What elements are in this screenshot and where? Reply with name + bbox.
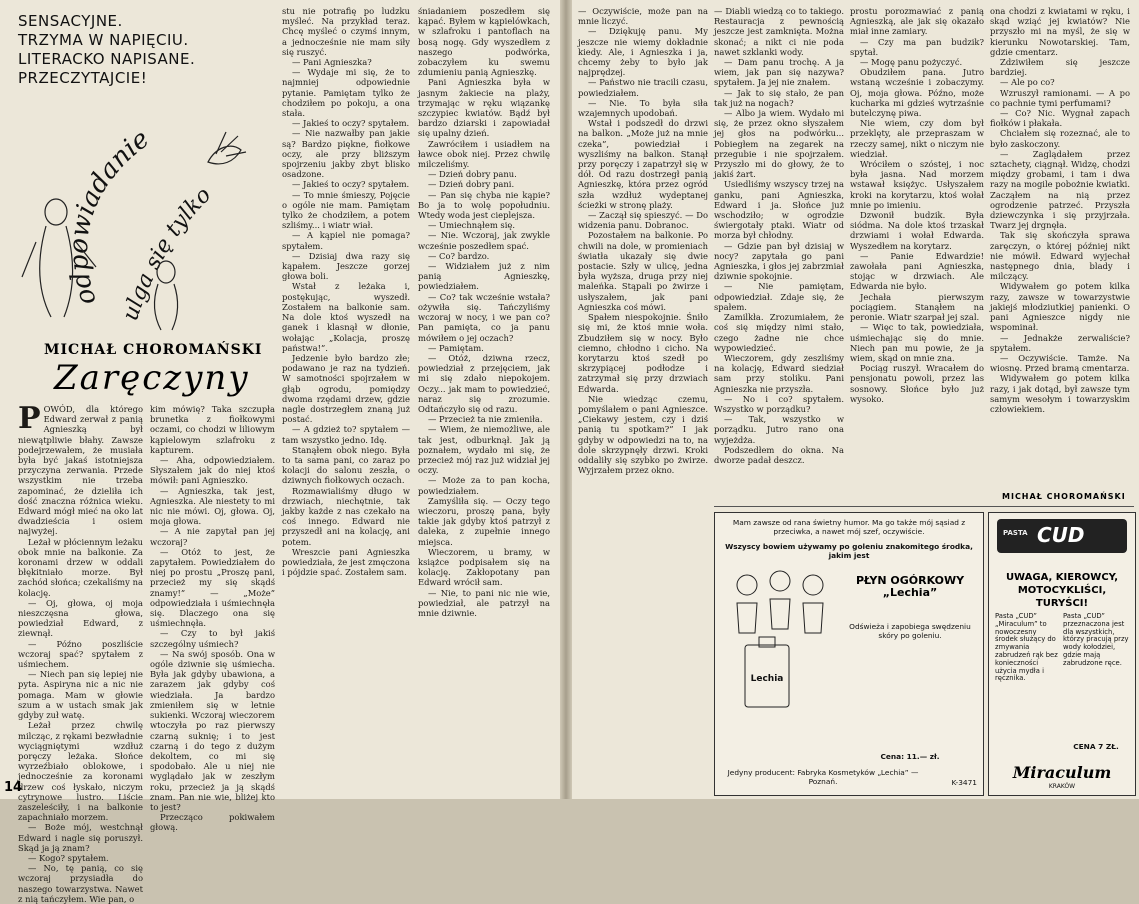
paragraph: Podszedłem do okna. Na dworze padał deszcz.	[714, 444, 844, 465]
paragraph: — Może za to pan kocha, powiedziałem.	[418, 475, 550, 496]
ad-header: Mam zawsze od rana świetny humor. Ma go także mój sąsiad z przeciwka, a nawet mój szef, oczywiście.	[732, 518, 966, 536]
illustration	[16, 92, 256, 332]
paragraph: Leżał przez chwilę milcząc, z rękami bezwładnie wyciągniętymi wzdłuż poręczy leżaka. Słońce wyrzeźbiało oblokowe, i jednocześnie za koronami drzew coś łyskało, niczym cytrynowe lustro. Liście zaszeleściły, i na balkonie zapachniało morzem.	[18, 720, 143, 823]
paragraph: — Niech pan się lepiej nie pyta. Aspiryna nic a nic nie pomaga. Mam w głowie szum a w ustach smak jak gdyby zuł watę.	[18, 669, 143, 721]
page-gutter	[560, 0, 572, 799]
text-column-1	[18, 401, 143, 904]
paragraph: — Diabli wiedzą co to takiego. Restauracja z pewnością jeszcze jest zamknięta. Można skonać; a nikt ci nie poda nawet szklanki wody.	[714, 6, 844, 57]
paragraph: — Jak to się stało, że pan tak już na nogach?	[714, 87, 844, 108]
paragraph: — Aha, odpowiedziałem. Słyszałem jak do niej ktoś mówił: pani Agnieszko.	[150, 455, 275, 486]
paragraph: — Ale po co?	[1000, 77, 1055, 88]
svg-text:ulga się tylko: ulga się tylko	[118, 182, 217, 324]
paragraph: — Oczywiście, może pan na mnie liczyć.	[578, 6, 708, 27]
cud-body-2: Pasta „CUD” przeznaczona jest dla wszystkich, którzy pracują przy wody kołodziei, gdzie mają zabrudzone ręce.	[1063, 612, 1129, 667]
story-title: Zaręczyny	[54, 358, 250, 398]
drop-cap: P	[18, 401, 41, 436]
paragraph: — Przecież ta nie zmieniła.	[428, 414, 543, 425]
paragraph: — Czy to był jakiś szczególny uśmiech?	[150, 628, 275, 649]
paragraph: — Otóż to jest, że zapytałem. Powiedziałem do niej po prostu „Proszę pani, przecież my się skądś znamy!” — „Może” odpowiedziała i uśmiechnęła się. Dlaczego ona się uśmiechnęła.	[150, 546, 275, 629]
paragraph: — A nie zapytał pan jej wczoraj?	[150, 526, 275, 547]
paragraph: śniadaniem poszedłem się kąpać. Byłem w kąpielówkach, w szlafroku i pantoflach na bosą nogę. Gdy wyszedłem z naszego podwórka, zobaczyłem ku swemu zdumieniu panią Agnieszkę.	[418, 6, 550, 78]
text-column-4	[418, 6, 550, 794]
paragraph: — Nie, to pani nic nie wie, powiedział, ale patrzył na mnie dziwnie.	[418, 587, 550, 618]
paragraph: — Gdzie pan był dzisiaj w nocy? zapytała go pani Agnieszka, i głos jej zabrzmiał dziwnie spokojnie.	[714, 240, 844, 282]
paragraph: prostu porozmawiać z panią Agnieszką, ale jak się okazało miał inne zamiary.	[850, 6, 984, 37]
cud-maker-logo: Miraculum	[1012, 763, 1112, 782]
paragraph: Pani Agnieszka była w jasnym żakiecie na plaży, trzymając w ręku wiązankę szczypiec kwiatów. Bądź był bardzo dziarski i zapowiadał się upalny dzień.	[418, 77, 550, 139]
svg-text:odpowiadanie: odpowiadanie	[63, 123, 156, 309]
paragraph: Usiedliśmy wszyscy trzej na ganku, pani Agnieszka, Edward i ja. Słońce już wschodziło; w ogrodzie świergotały ptaki. Wiatr od morza był chłodny.	[714, 179, 844, 241]
paragraph: Zawróciłem i usiadłem na ławce obok niej. Przez chwilę milczeliśmy.	[418, 138, 550, 170]
paragraph: — Zaczął się spieszyć. — Do widzenia panu. Dobranoc.	[578, 210, 708, 231]
paragraph: Nie wiem, czy dom był przeklęty, ale przepraszam w rzeczy samej, nikt o niczym nie wiedział.	[850, 118, 984, 159]
paragraph: — Nie. To była siła wzajemnych upodobań.	[578, 97, 708, 119]
paragraph	[18, 401, 143, 537]
paragraph: — Tak, wszystko w porządku. Jutro rano ona wyjeżdża.	[714, 414, 844, 445]
paragraph: — Czy ma pan budzik? spytał.	[850, 36, 984, 57]
cud-label: PASTA	[1003, 529, 1028, 537]
author-name: MICHAŁ CHOROMAŃSKI	[44, 342, 263, 358]
paragraph: Leżał w płóciennym leżaku obok mnie na balkonie. Za koronami drzew w oddali błękitniało morze. Był zachód słońca; czekaliśmy na kolację.	[18, 536, 143, 598]
paragraph: — Pan się chyba nie kąpie? Bo ja to wolę popołudniu. Wtedy woda jest cieplejsza.	[418, 189, 550, 221]
paragraph: Wreszcie pani Agnieszka powiedziała, że jest zmęczona i pójdzie spać. Zostałem sam.	[282, 546, 410, 578]
paragraph: Tak się skończyła sprawa zaręczyn, o której później nikt nie mówił. Edward wyjechał następnego dnia, blady i milczący.	[990, 230, 1130, 282]
paragraph: Dzwonił budzik. Była siódma. Na dole ktoś trzaskał drzwiami i wołał Edwarda. Wyszedłem na korytarz.	[850, 210, 984, 251]
paragraph: — Nie pamiętam, odpowiedział. Zdaje się, że spałem.	[714, 281, 844, 312]
paragraph: — Więc to tak, powiedziała, uśmiechając się do mnie. Niech pan mu powie, że ja wiem, skąd on mnie zna.	[850, 322, 984, 363]
paragraph: Wstał z leżaka i, postękując, wyszedł. Zostałem na balkonie sam. Na dole ktoś wyszedł na ganek i klasnął w dłonie, wołając „Kolacja, proszę państwa!”.	[282, 281, 410, 353]
paragraph: — Na swój sposób. Ona w ogóle dziwnie się uśmiecha. Była jak gdyby ubawiona, a zarazem jak gdyby coś wiedziała. Ja bardzo zmieniłem się w letnie sukienki. Wczoraj wieczorem wtoczyła po raz pierwszy czarną suknię; i to jest czarną i do tego z dużym dekoltem, co mi się spodobało. Ale u niej nie wyglądało jak w zeszłym roku, przecież ja ją skądś znam. Pan nie wie, bliżej kto to jest?	[150, 648, 275, 812]
text-column-2	[150, 404, 275, 833]
paragraph: kim mówię? Taka szczupła brunetka z fiołkowymi oczami, co chodzi w liliowym kąpielowym szlafroku z kapturem.	[150, 404, 275, 455]
paragraph: Zdziwiłem się jeszcze bardziej.	[990, 57, 1130, 78]
paragraph: — A gdzież to? spytałem — tam wszystko jedno. Idę.	[282, 424, 410, 445]
cud-tube	[997, 519, 1127, 553]
headline-line: TRZYMA W NAPIĘCIU.	[18, 31, 189, 49]
paragraph: — Państwo nie tracili czasu, powiedziałem.	[578, 77, 708, 98]
paragraph: — Co? tak wcześnie wstała? ożywiła się. Tańczyliśmy wczoraj w nocy, i we pan co? Pan pamięta, co ja panu mówiłem o jej oczach?	[418, 291, 550, 343]
paragraph: — Panie Edwardzie! zawołała pani Agnieszka, stojąc w drzwiach. Ale Edwarda nie było.	[850, 250, 984, 292]
paragraph: Przecząco pokiwałem głową.	[150, 812, 275, 833]
paragraph: — Jakieś to oczy? spytałem.	[292, 179, 410, 190]
cud-price: CENA 7 ZŁ.	[1073, 742, 1119, 751]
paragraph: Wieczorem, gdy zeszliśmy na kolację, Edward siedział sam przy stoliku. Pani Agnieszka nie przyszła.	[714, 352, 844, 394]
paragraph: — Dziękuję panu. My jeszcze nie wiemy dokładnie kiedy. Ale, i Agnieszka i ja, chcemy żeby to było jak najprędzej.	[578, 26, 708, 78]
paragraph-text: OWÓD, dla którego Edward zerwał z panią Agnieszką był niewątpliwie błahy. Zawsze podejrzewałem, że musiała była być jakaś istotniejsza przyczyna zerwania. Przede wszystkim nie trzeba zapominać, że dzieliła ich dość znaczna różnica wieku. Edward mógł mieć na oko lat dwadzieścia i osiem najwyżej.	[18, 404, 143, 537]
paragraph: Zamyśliła się. — Oczy tego wieczoru, proszę pana, były takie jak gdyby ktoś patrzył z daleka, z zupełnie innego miejsca.	[418, 495, 550, 547]
right-page	[572, 0, 1139, 799]
cud-brand: CUD	[1037, 523, 1085, 547]
paragraph: Jedzenie było bardzo złe; podawano je raz na tydzień. W samotności spojrzałem w głąb ogrodu, pomiędzy dwoma rzędami drzew, gdzie nagle dostrzegłem znaną już postać.	[282, 352, 410, 425]
author-signature: MICHAŁ CHOROMAŃSKI	[1002, 492, 1126, 501]
ad-code: K-3471	[951, 778, 977, 787]
paragraph: — Agnieszka, tak jest, Agnieszka. Ale niestety to mi nic nie mówi. Oj, głowa. Oj, moja głowa.	[150, 485, 275, 527]
paragraph: — Późno poszliście wczoraj spać? spytałem z uśmiechem.	[18, 638, 143, 670]
paragraph: Wieczorem, u bramy, w książce podpisałem się na kolację. Zakłopotany pan Edward wrócił sam.	[418, 546, 550, 588]
paragraph: Zamilkła. Zrozumiałem, że coś się między nimi stało, czego żadne nie chce wypowiedzieć.	[714, 312, 844, 353]
headline-line: SENSACYJNE.	[18, 12, 123, 30]
left-page	[0, 0, 560, 904]
paragraph: Widywałem go potem kilka razy, zawsze w towarzystwie jakiejś młodziutkiej panienki. O pani Agnieszce nigdy nie wspominał.	[990, 281, 1130, 333]
paragraph: stu nie potrafię po ludzku myśleć. Na przykład teraz. Chcę myśleć o czymś innym, a jednocześnie nie mam siły się ruszyć.	[282, 6, 410, 57]
paragraph: — Pamiętam.	[428, 342, 484, 353]
paragraph: — Pani Agnieszka?	[292, 57, 372, 68]
text-column-7	[850, 6, 984, 502]
paragraph: — A kąpiel nie pomaga? spytałem.	[282, 230, 410, 251]
paragraph: — Umiechnąłem się.	[428, 220, 516, 231]
paragraph: ona chodzi z kwiatami w ręku, i skąd wziąć jej kwiatów? Nie przyszło mi na myśl, że się w kierunku Nowotarskiej. Tam, gdzie cmentarz.	[990, 6, 1130, 57]
page-number: 14	[4, 780, 23, 795]
paragraph: — Otóż, dziwna rzecz, powiedział z przejęciem, jak mi się zdało niepokojem. Oczy... jak mam to powiedzieć, naraz się zrozumie. Odtańczyło się od razu.	[418, 352, 550, 414]
ad-headline: Wszyscy bowiem używamy po goleniu znakomitego środka, jakim jest	[725, 542, 973, 560]
paragraph: — Co? Nic. Wygnał zapach fiołków i płakała.	[990, 108, 1130, 129]
paragraph: Pociąg ruszył. Wracałem do pensjonatu powoli, przez las sosnowy. Słońce było już wysoko.	[850, 363, 984, 404]
text-column-3	[282, 6, 410, 794]
paragraph: — No i co? spytałem. Wszystko w porządku?	[714, 393, 844, 414]
paragraph: — Albo ja wiem. Wydało mi się, że przez okno słyszałem jej głos na podwórku... Pobiegłem na zegarek na przegubie i nie spojrzałem. Przyszło mi do głowy, że to jakiś żart.	[714, 108, 844, 180]
ad-producer: Jedyny producent: Fabryka Kosmetyków „Lechia” — Poznań.	[727, 768, 919, 786]
lechia-advertisement	[714, 512, 984, 796]
paragraph: Widywałem go potem kilka razy, i jak dotąd, był zawsze tym samym wesołym i towarzyskim człowiekiem.	[990, 373, 1130, 414]
paragraph: Wzruszył ramionami. — A po co pachnie tymi perfumami?	[990, 87, 1130, 108]
paragraph: — Dzisiaj dwa razy się kąpałem. Jeszcze gorzej głowa boli.	[282, 250, 410, 282]
paragraph: Wstał i podszedł do drzwi na balkon. „Może już na mnie czeka”, powiedział i wyszliśmy na balkon. Stanął przy poręczy i zapatrzył się w dół. Od razu dostrzegł panią Agnieszkę, która przez ogród szła wzdłuż wydeptanej ścieżki w stronę plaży.	[578, 118, 708, 210]
ad-price: Cena: 11.— zł.	[880, 752, 940, 761]
paragraph: — Nie. Wczoraj, jak zwykle wcześnie poszedłem spać.	[418, 230, 550, 251]
paragraph: — No, tę panią, co się wczoraj przysiadła do naszego towarzystwa. Nawet z nią tańczyłem. Wie pan, o	[18, 863, 143, 904]
paragraph: Obudziłem pana. Jutro wstaną wcześnie i zobaczymy. Oj, moja głowa. Późno, może kucharka mi gdzieś wytrzaśnie butelczynę piwa.	[850, 67, 984, 119]
paragraph: Nie wiedząc czemu, pomyślałem o pani Agnieszce. „Ciekawy jestem, czy i dziś panią tu spotkam?” I jak gdyby w odpowiedzi na to, na dole skrzypnęły drzwi. Kroki oddaliły się szybko po żwirze. Wyjrzałem przez okno.	[578, 393, 708, 476]
svg-text:Lechia: Lechia	[750, 674, 784, 684]
paragraph: — Wiem, że niemożliwe, ale tak jest, odburknął. Jak ją poznałem, wydało mi się, że przecież mój raz już widział jej oczy.	[418, 424, 550, 476]
ad-product-name: PŁYN OGÓRKOWY „Lechia”	[855, 574, 965, 599]
paragraph: Jechała pierwszym pociągiem. Stanąłem na peronie. Wiatr szarpał jej szal.	[850, 291, 984, 323]
cud-city: KRAKÓW	[1048, 783, 1076, 790]
paragraph: — Oczywiście. Tamże. Na wiosnę. Przed bramą cmentarza.	[990, 352, 1130, 374]
paragraph: — To mnie śmieszy, Pojęcie o ogóle nie mam. Pamiętam tylko że chodziłem, a potem szliśmy... i wiatr wiał.	[282, 189, 410, 231]
paragraph: — Boże mój, westchnął Edward i nagle się poruszył. Skąd ja ją znam?	[18, 822, 143, 853]
paragraph: — Dzień dobry panu.	[428, 169, 517, 180]
paragraph: — Jakieś to oczy? spytałem.	[292, 118, 410, 129]
headline-line: LITERACKO NAPISANE.	[18, 50, 196, 68]
paragraph: — Dam panu trochę. A ja wiem, jak pan się nazywa? spytałem. Ja jej nie znałem.	[714, 57, 844, 88]
paragraph: — Widziałem już z nim panią Agnieszkę, powiedziałem.	[418, 261, 550, 292]
paragraph: Rozmawialiśmy długo w drzwiach, niechętnie, tak jakby każde z nas czekało na coś innego. Edward nie przyszedł ani na kolację, ani potem.	[282, 485, 410, 547]
teaser-headline	[18, 12, 248, 88]
cud-advertisement	[988, 512, 1136, 796]
paragraph: — Wydaje mi się, że to najmniej odpowiednie pytanie. Pamiętam tylko że chodziłem po pokoju, a ona stała.	[282, 67, 410, 119]
paragraph: Chciałem się rozeznać, ale to było zaskoczony.	[990, 128, 1130, 149]
paragraph: Wróciłem o szóstej, i noc była jasna. Nad morzem wstawał księżyc. Usłyszałem kroki na korytarzu, ktoś wołał mnie po imieniu.	[850, 159, 984, 210]
paragraph: — Dzień dobry pani.	[428, 179, 515, 190]
paragraph: — Nie nazwałby pan jakie są? Bardzo piękne, fiołkowe oczy, ale przy bliższym spojrzeniu jakby zbyt blisko osadzone.	[282, 128, 410, 180]
paragraph: — Oj, głowa, oj moja nieszczęsna głowa, powiedział Edward, z ziewnął.	[18, 597, 143, 639]
text-column-8	[990, 6, 1130, 494]
paragraph: — Zaglądałem przez sztachety, ciągnął. Widzę, chodzi między grobami, i tam i dwa razy na mogile pobożnie kwiatki. Zacząłem na nią przez ogrodzenie patrzeć. Przyszła dziewczynka i się przyjrzała. Twarz jej drgnęła.	[990, 148, 1130, 231]
cud-slogan: UWAGA, KIEROWCY, MOTOCYKLIŚCI, TURYŚCI!	[1005, 572, 1119, 609]
ad-illustration	[725, 563, 835, 713]
headline-line: PRZECZYTAJCIE!	[18, 69, 148, 87]
text-column-6	[714, 6, 844, 502]
text-column-5	[578, 6, 708, 794]
cud-body-1: Pasta „CUD” „Miraculum” to nowoczesny środek służący do zmywania zabrudzeń rąk bez konieczności użycia mydła i ręcznika.	[995, 612, 1058, 683]
paragraph: Stanąłem obok niego. Była to ta sama pani, co zaraz po kolacji do salonu zeszła, o dziwnych fiołkowych oczach.	[282, 444, 410, 486]
paragraph: — Mogę panu pożyczyć.	[860, 57, 963, 68]
divider	[714, 506, 1134, 507]
paragraph: — Kogo? spytałem.	[28, 852, 109, 863]
paragraph: Pozostałem na balkonie. Po chwili na dole, w promieniach światła ukazały się dwie postacie. Szły w ulicę, jedna była wyższa, druga przy niej maleńka. Stąpali po żwirze i usłyszałem, jak pani Agnieszka coś mówi.	[578, 230, 708, 312]
paragraph: Spałem niespokojnie. Śniło się mi, że ktoś mnie woła. Zbudziłem się w nocy. Było ciemno, chłodno i cicho. Na korytarzu ktoś szedł po skrzypiącej podłodze i zatrzymał się przy drzwiach Edwarda.	[578, 312, 708, 394]
paragraph: — Co? bardzo.	[428, 250, 490, 261]
ad-body: Odświeża i zapobiega swędzeniu skóry po goleniu.	[849, 622, 971, 640]
paragraph: — Jednakże zerwaliście? spytałem.	[990, 332, 1130, 353]
